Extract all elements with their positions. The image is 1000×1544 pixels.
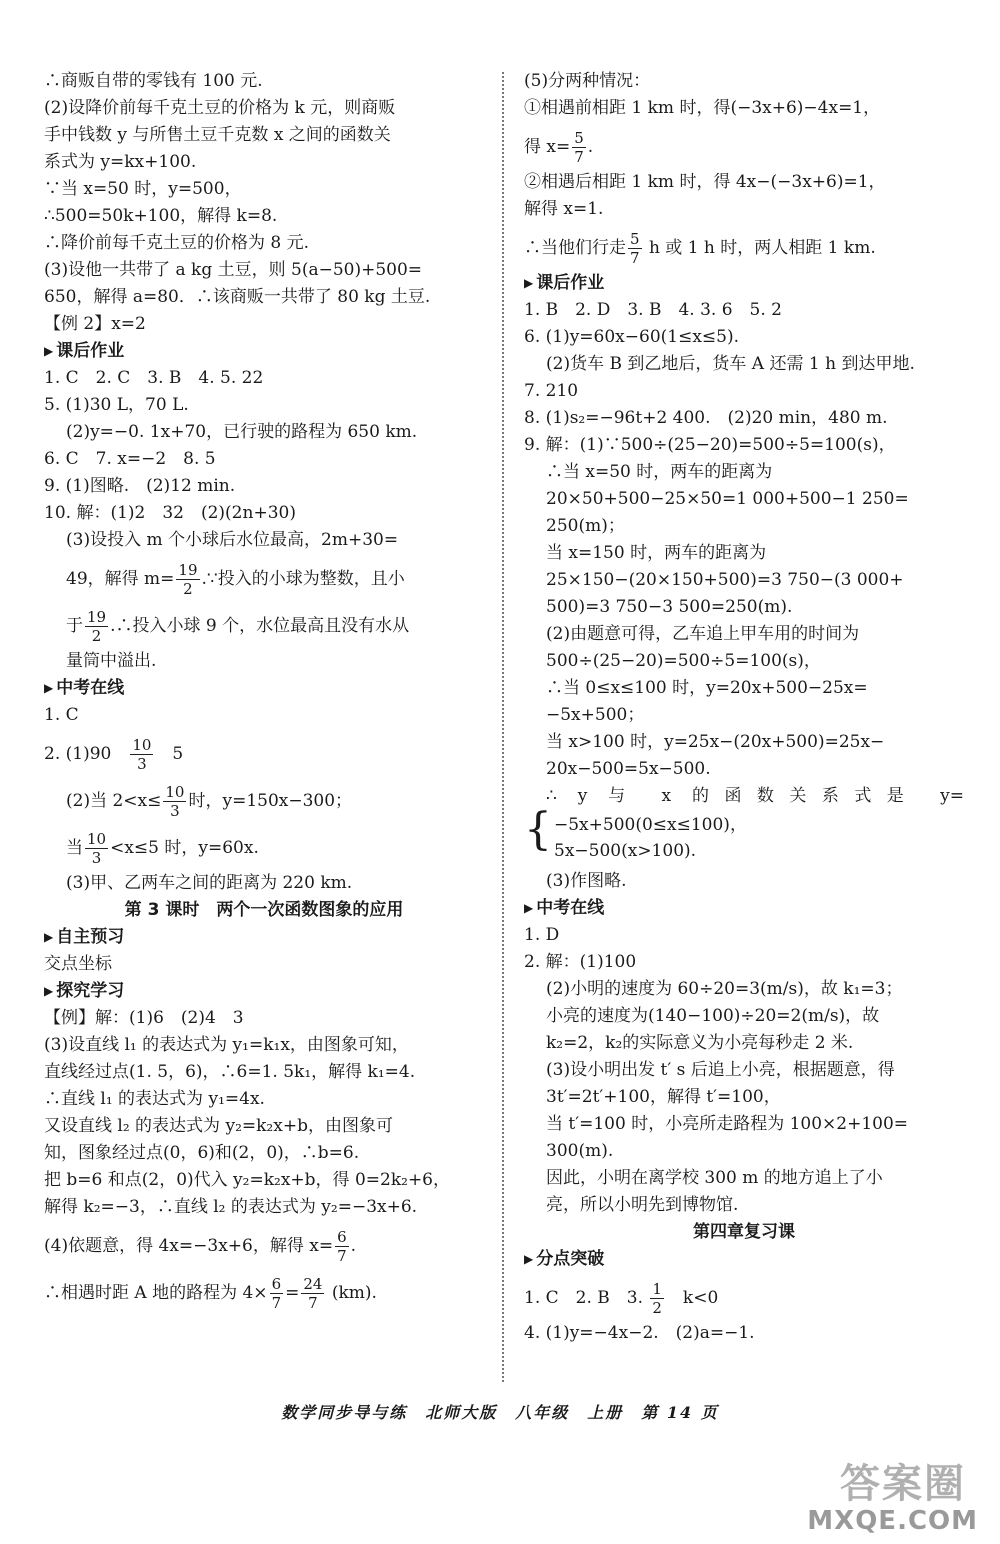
line-text: (2)当 2<x≤	[66, 791, 162, 811]
fraction-denominator: 2	[91, 627, 102, 645]
text-line	[44, 394, 484, 421]
section-heading	[524, 272, 964, 299]
fraction-denominator: 2	[183, 580, 193, 598]
fraction	[85, 830, 108, 867]
text-line	[524, 1322, 964, 1349]
text-line	[44, 953, 484, 980]
text-line	[524, 488, 964, 515]
line-text: 650，解得 a=80．∴该商贩一共带了 80 kg 土豆.	[44, 287, 431, 307]
text-line	[44, 421, 484, 448]
line-text: (3)设直线 l₁ 的表达式为 y₁=k₁x，由图象可知，	[44, 1035, 409, 1055]
text-line	[524, 1086, 964, 1113]
text-line	[524, 650, 964, 677]
brace: {	[524, 804, 552, 855]
fraction	[85, 608, 108, 645]
line-text: 1. D	[524, 925, 560, 945]
text-line	[44, 1115, 484, 1142]
text-line	[44, 178, 484, 205]
line-text: 系式为 y=kx+100.	[44, 152, 197, 172]
line-text-after: .	[350, 1236, 357, 1256]
text-line	[524, 299, 964, 326]
line-text-after: 5	[155, 744, 184, 764]
text-line	[44, 151, 484, 178]
line-text: 2. 解：(1)100	[524, 952, 637, 972]
text-line	[524, 198, 964, 225]
text-line	[524, 569, 964, 596]
line-text: (3)作图略.	[546, 871, 627, 891]
text-line	[44, 70, 484, 97]
fraction	[301, 1275, 324, 1312]
line-text: 又设直线 l₂ 的表达式为 y₂=k₂x+b，由图象可	[44, 1116, 393, 1136]
text-line	[524, 515, 964, 542]
text-line	[44, 731, 484, 778]
text-line	[44, 286, 484, 313]
line-text: 当 x>100 时，y=25x−(20x+500)=25x−	[546, 732, 885, 752]
fraction-numerator: 19	[178, 561, 198, 579]
line-text: (4)依题意，得 4x=−3x+6，解得 x=	[44, 1236, 334, 1256]
line-text: 第 3 课时 两个一次函数图象的应用	[124, 900, 404, 920]
section-heading	[44, 980, 484, 1007]
line-text: 小亮的速度为(140−100)÷20=2(m/s)，故	[546, 1006, 880, 1026]
text-line	[524, 124, 964, 171]
line-text: 当 x=150 时，两车的距离为	[546, 543, 767, 563]
watermark-logo-text: 答案圈	[840, 1461, 966, 1507]
text-line	[44, 650, 484, 677]
text-line	[44, 603, 484, 650]
fraction	[650, 1280, 664, 1317]
text-line	[524, 758, 964, 785]
text-line	[44, 205, 484, 232]
text-line	[44, 1007, 484, 1034]
line-text: 交点坐标	[44, 954, 112, 974]
fraction	[130, 736, 153, 773]
fraction-denominator: 3	[91, 849, 102, 867]
text-line	[524, 1275, 964, 1322]
text-line	[524, 951, 964, 978]
column-divider	[502, 72, 504, 1382]
line-text: ②相遇后相距 1 km 时，得 4x−(−3x+6)=1，	[524, 172, 886, 192]
text-line	[524, 1059, 964, 1086]
text-line	[44, 97, 484, 124]
section-heading	[44, 340, 484, 367]
piecewise-cases	[524, 804, 964, 870]
line-text: 5. (1)30 L，70 L.	[44, 395, 189, 415]
line-text: 于	[66, 616, 83, 636]
line-text: 探究学习	[56, 981, 125, 1001]
text-line	[44, 1088, 484, 1115]
line-text: 因此，小明在离学校 300 m 的地方追上了小	[546, 1168, 883, 1188]
text-line	[524, 407, 964, 434]
line-text: 当 t′=100 时，小亮所走路程为 100×2+100=	[546, 1114, 909, 1134]
fraction-denominator: 7	[574, 148, 584, 166]
fraction	[335, 1228, 349, 1265]
watermark-url: MXQE.COM	[807, 1506, 978, 1536]
line-text: 分点突破	[536, 1249, 605, 1269]
line-text: 当	[66, 838, 83, 858]
fraction-numerator: 10	[87, 830, 107, 848]
text-line	[44, 448, 484, 475]
text-line	[524, 380, 964, 407]
text-line	[524, 225, 964, 272]
line-text: 解得 x=1.	[524, 199, 604, 219]
line-text-after: (km).	[326, 1283, 377, 1303]
left-column	[44, 70, 484, 1317]
line-text: (2)小明的速度为 60÷20=3(m/s)，故 k₁=3；	[546, 979, 903, 999]
fraction-numerator: 6	[271, 1275, 282, 1293]
text-line	[524, 731, 964, 758]
line-text: (3)设小明出发 t′ s 后追上小亮，根据题意，得	[546, 1060, 895, 1080]
line-text: 课后作业	[536, 273, 605, 293]
line-text: 49，解得 m=	[66, 569, 175, 589]
line-text: (2)由题意可得，乙车追上甲车用的时间为	[546, 624, 860, 644]
line-text: (2)y=−0. 1x+70，已行驶的路程为 650 km.	[66, 422, 418, 442]
line-text: 1. C 2. C 3. B 4. 5. 22	[44, 368, 264, 388]
line-text: 解得 k₂=−3，∴直线 l₂ 的表达式为 y₂=−3x+6.	[44, 1197, 418, 1217]
fraction-denominator: 2	[652, 1299, 662, 1317]
text-line	[44, 778, 484, 825]
text-line	[44, 1169, 484, 1196]
fraction-numerator: 5	[574, 129, 584, 147]
line-text: 得 x=	[524, 137, 571, 157]
text-line	[44, 1223, 484, 1270]
line-text: (3)甲、乙两车之间的距离为 220 km.	[66, 873, 353, 893]
line-text: (5)分两种情况：	[524, 71, 651, 91]
text-line	[44, 1270, 484, 1317]
text-line	[524, 596, 964, 623]
line-text: ∴500=50k+100，解得 k=8.	[44, 206, 278, 226]
line-text: 9. (1)图略. (2)12 min.	[44, 476, 236, 496]
line-text: (3)设他一共带了 a kg 土豆，则 5(a−50)+500=	[44, 260, 423, 280]
fraction-denominator: 3	[170, 802, 180, 820]
line-text: (2)设降价前每千克土豆的价格为 k 元，则商贩	[44, 98, 396, 118]
text-line	[524, 704, 964, 731]
line-text: ①相遇前相距 1 km 时，得(−3x+6)−4x=1，	[524, 98, 881, 118]
fraction	[270, 1275, 284, 1312]
line-text: 手中钱数 y 与所售土豆千克数 x 之间的函数关	[44, 125, 391, 145]
text-line	[44, 825, 484, 872]
text-line	[44, 475, 484, 502]
text-line	[44, 529, 484, 556]
text-line	[44, 872, 484, 899]
line-text: ∴ y 与 x 的函数关系式是 y=	[546, 786, 964, 806]
line-text-after: h 或 1 h 时，两人相距 1 km.	[643, 238, 876, 258]
text-line	[524, 171, 964, 198]
fraction	[176, 561, 199, 598]
line-text: 500÷(25−20)=500÷5=100(s)，	[546, 651, 821, 671]
line-text: 10. 解：(1)2 32 (2)(2n+30)	[44, 503, 296, 523]
line-text: 中考在线	[56, 678, 125, 698]
line-text-after: 时，y=150x−300；	[188, 791, 353, 811]
text-line	[524, 1167, 964, 1194]
fraction-denominator: 3	[137, 755, 147, 773]
text-line	[524, 461, 964, 488]
line-text: ∴商贩自带的零钱有 100 元.	[44, 71, 263, 91]
page-footer: 数学同步导与练 北师大版 八年级 上册 第 14 页	[281, 1403, 719, 1422]
fraction-denominator: 7	[308, 1294, 318, 1312]
text-line	[44, 704, 484, 731]
watermark-logo	[788, 1448, 978, 1538]
line-text-after: .	[587, 137, 594, 157]
text-line	[44, 124, 484, 151]
line-text: 500)=3 750−3 500=250(m).	[546, 597, 793, 617]
text-line	[524, 326, 964, 353]
text-line	[44, 1061, 484, 1088]
fraction-numerator: 6	[337, 1228, 347, 1246]
fraction	[572, 129, 586, 166]
text-line	[524, 1194, 964, 1221]
text-line	[524, 70, 964, 97]
text-line	[524, 1113, 964, 1140]
line-text: k₂=2，k₂的实际意义为小亮每秒走 2 米.	[546, 1033, 854, 1053]
line-text-after: =	[285, 1283, 300, 1303]
line-text: 4. (1)y=−4x−2. (2)a=−1.	[524, 1323, 755, 1343]
text-line	[44, 1196, 484, 1223]
case-line: −5x+500(0≤x≤100)，	[554, 815, 747, 835]
line-text: 300(m).	[546, 1141, 614, 1161]
fraction-denominator: 7	[337, 1247, 347, 1265]
text-line	[524, 677, 964, 704]
line-text: ∴降价前每千克土豆的价格为 8 元.	[44, 233, 310, 253]
case-line: 5x−500(x>100).	[554, 841, 697, 861]
text-line	[44, 502, 484, 529]
text-line	[524, 434, 964, 461]
section-heading	[44, 677, 484, 704]
line-text: (2)货车 B 到乙地后，货车 A 还需 1 h 到达甲地.	[546, 354, 915, 374]
lesson-title	[524, 1221, 964, 1248]
line-text: (3)设投入 m 个小球后水位最高，2m+30=	[66, 530, 399, 550]
line-text: 【例 2】x=2	[44, 314, 146, 334]
line-text: 20×50+500−25×50=1 000+500−1 250=	[546, 489, 909, 509]
fraction-numerator: 5	[630, 230, 640, 248]
fraction-denominator: 7	[271, 1294, 282, 1312]
text-line	[524, 978, 964, 1005]
text-line	[44, 367, 484, 394]
line-text: ∵当 x=50 时，y=500，	[44, 179, 242, 199]
line-text: 7. 210	[524, 381, 579, 401]
fraction-numerator: 19	[87, 608, 107, 626]
line-text: 2. (1)90	[44, 744, 129, 764]
text-line	[44, 556, 484, 603]
fraction	[163, 783, 186, 820]
section-heading	[44, 926, 484, 953]
line-text: 知，图象经过点(0，6)和(2，0)，∴b=6.	[44, 1143, 360, 1163]
line-text-after: <x≤5 时，y=60x.	[110, 838, 259, 858]
text-line	[524, 924, 964, 951]
fraction-numerator: 24	[303, 1275, 323, 1293]
section-heading	[524, 1248, 964, 1275]
right-column	[524, 70, 964, 1349]
line-text: 把 b=6 和点(2，0)代入 y₂=k₂x+b，得 0=2k₂+6，	[44, 1170, 450, 1190]
section-heading	[524, 897, 964, 924]
fraction-numerator: 1	[652, 1280, 662, 1298]
line-text: 亮，所以小明先到博物馆.	[546, 1195, 739, 1215]
text-line	[44, 232, 484, 259]
text-line	[44, 1034, 484, 1061]
line-text: 8. (1)s₂=−96t+2 400. (2)20 min，480 m.	[524, 408, 888, 428]
line-text: 课后作业	[56, 341, 125, 361]
text-line	[524, 97, 964, 124]
text-line	[524, 623, 964, 650]
line-text: 250(m)；	[546, 516, 625, 536]
line-text: ∴当他们行走	[524, 238, 626, 258]
line-text: ∴相遇时距 A 地的路程为 4×	[44, 1283, 268, 1303]
line-text: −5x+500；	[546, 705, 645, 725]
text-line	[524, 542, 964, 569]
line-text: ∴直线 l₁ 的表达式为 y₁=4x.	[44, 1089, 265, 1109]
line-text: ∴当 x=50 时，两车的距离为	[546, 462, 773, 482]
line-text: 6. C 7. x=−2 8. 5	[44, 449, 216, 469]
line-text: ∴当 0≤x≤100 时，y=20x+500−25x=	[546, 678, 868, 698]
text-line	[44, 259, 484, 286]
line-text: 中考在线	[536, 898, 605, 918]
text-line	[524, 1140, 964, 1167]
line-text: 自主预习	[56, 927, 125, 947]
text-line	[44, 1142, 484, 1169]
text-line	[44, 313, 484, 340]
line-text: 第四章复习课	[693, 1222, 795, 1242]
line-text-after: .∴投入小球 9 个，水位最高且没有水从	[110, 616, 410, 636]
line-text: 20x−500=5x−500.	[546, 759, 711, 779]
fraction-numerator: 10	[165, 783, 185, 801]
line-text: 3t′=2t′+100，解得 t′=100，	[546, 1087, 781, 1107]
line-text-after: .∵投入的小球为整数，且小	[201, 569, 405, 589]
text-line	[524, 785, 964, 812]
fraction-numerator: 10	[132, 736, 152, 754]
line-text: 25×150−(20×150+500)=3 750−(3 000+	[546, 570, 904, 590]
text-line	[524, 1005, 964, 1032]
line-text: 量筒中溢出.	[66, 651, 157, 671]
line-text: 6. (1)y=60x−60(1≤x≤5).	[524, 327, 740, 347]
text-line	[524, 353, 964, 380]
fraction-denominator: 7	[630, 249, 640, 267]
line-text: 1. C	[44, 705, 79, 725]
line-text: 1. B 2. D 3. B 4. 3. 6 5. 2	[524, 300, 782, 320]
text-line	[524, 870, 964, 897]
line-text: 9. 解：(1)∵500÷(25−20)=500÷5=100(s)，	[524, 435, 896, 455]
line-text: 1. C 2. B 3.	[524, 1288, 649, 1308]
line-text: 直线经过点(1. 5，6)，∴6=1. 5k₁，解得 k₁=4.	[44, 1062, 416, 1082]
text-line	[524, 1032, 964, 1059]
fraction	[628, 230, 642, 267]
line-text: 【例】解：(1)6 (2)4 3	[44, 1008, 244, 1028]
line-text-after: k<0	[665, 1288, 719, 1308]
lesson-title	[44, 899, 484, 926]
